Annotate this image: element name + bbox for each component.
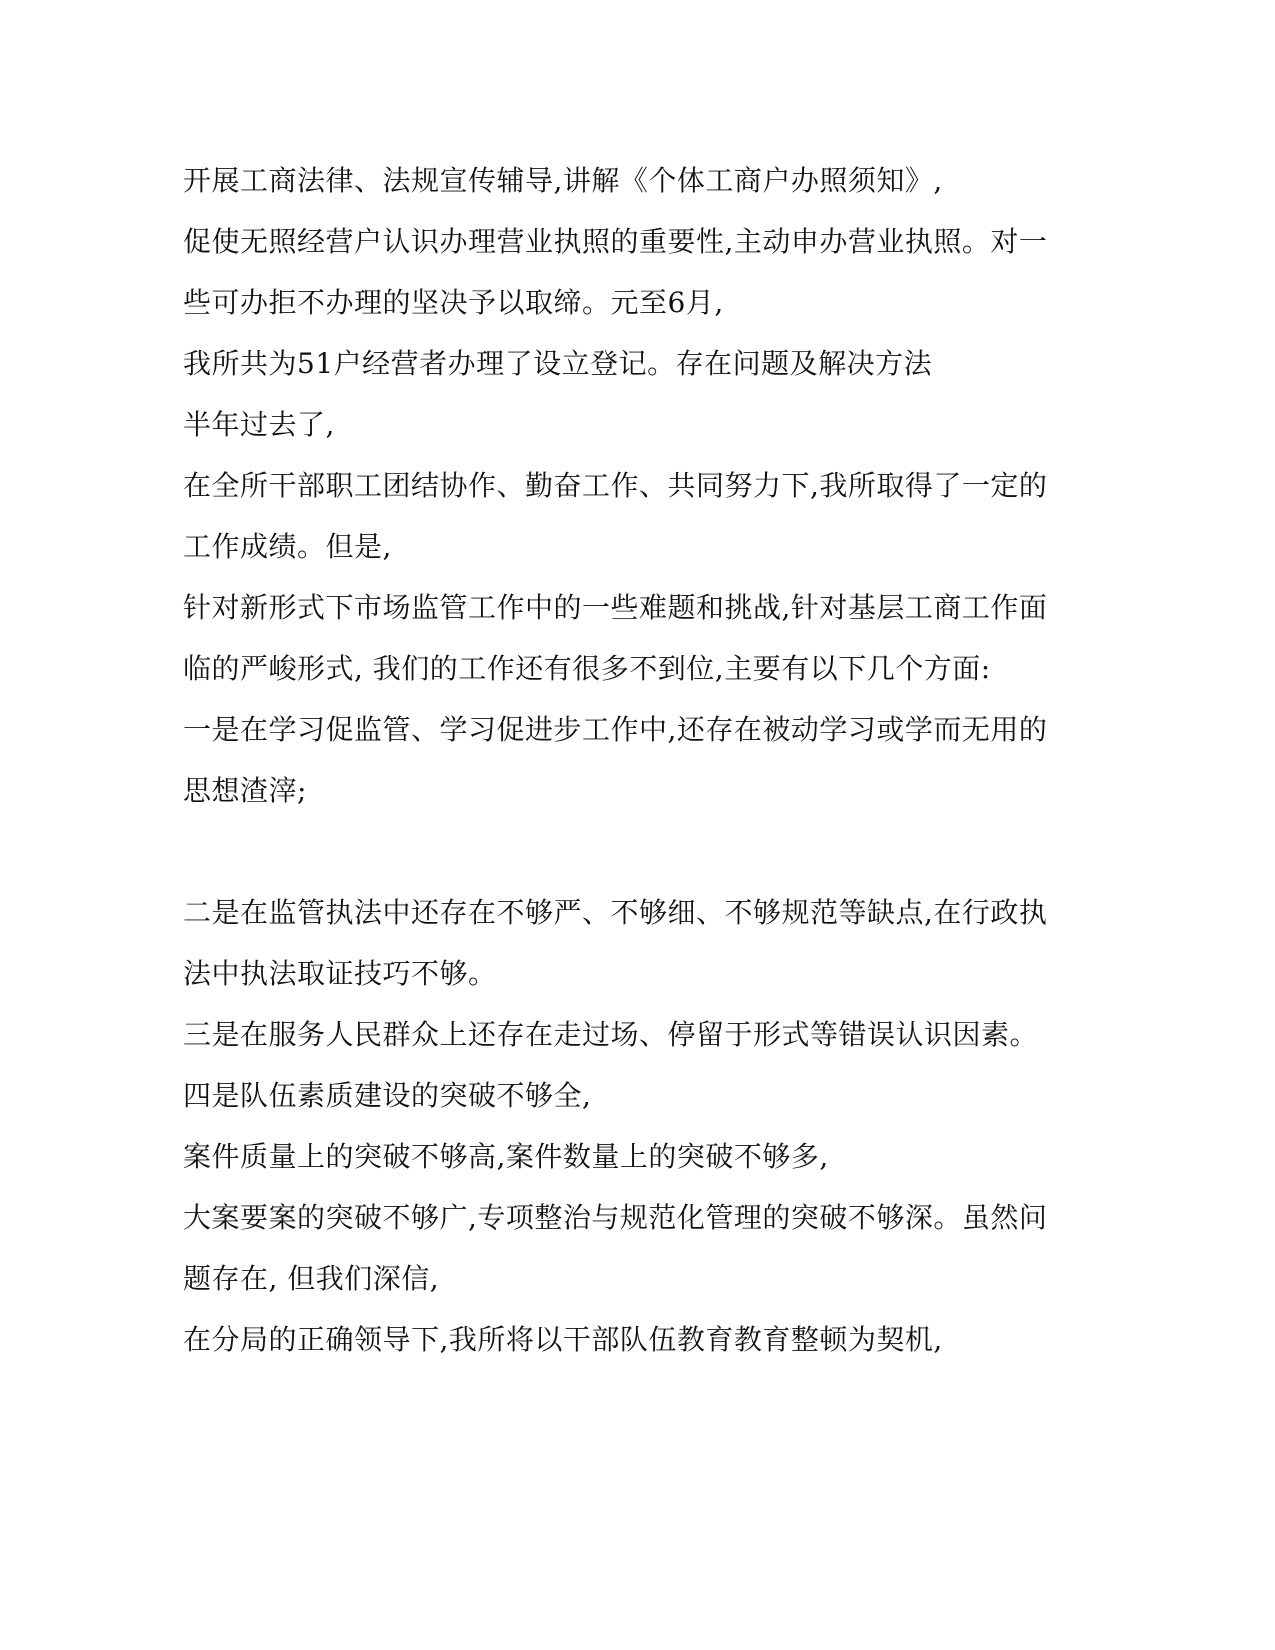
- text-line: 三是在服务人民群众上还存在走过场、停留于形式等错误认识因素。: [183, 1018, 1039, 1051]
- text-line: 半年过去了,: [183, 408, 335, 441]
- text-line: 开展工商法律、法规宣传辅导,讲解《个体工商户办照须知》,: [183, 164, 943, 197]
- text-line: 大案要案的突破不够广,专项整治与规范化管理的突破不够深。虽然问: [183, 1201, 1048, 1234]
- text-line: 临的严峻形式, 我们的工作还有很多不到位,主要有以下几个方面:: [183, 652, 991, 685]
- text-line: 在分局的正确领导下,我所将以干部队伍教育教育整顿为契机,: [183, 1323, 943, 1356]
- text-line: 二是在监管执法中还存在不够严、不够细、不够规范等缺点,在行政执: [183, 896, 1048, 929]
- text-line: 四是队伍素质建设的突破不够全,: [183, 1079, 592, 1112]
- text-line: 案件质量上的突破不够高,案件数量上的突破不够多,: [183, 1140, 829, 1173]
- text-line: 法中执法取证技巧不够。: [183, 957, 497, 990]
- text-line: 一是在学习促监管、学习促进步工作中,还存在被动学习或学而无用的: [183, 713, 1048, 746]
- text-line: 题存在, 但我们深信,: [183, 1262, 440, 1295]
- text-line: 促使无照经营户认识办理营业执照的重要性,主动申办营业执照。对一: [183, 225, 1048, 258]
- text-line: 我所共为51户经营者办理了设立登记。存在问题及解决方法: [183, 347, 933, 380]
- text-line: 些可办拒不办理的坚决予以取缔。元至6月,: [183, 286, 724, 319]
- text-line: 思想渣滓;: [183, 774, 307, 807]
- text-line: 在全所干部职工团结协作、勤奋工作、共同努力下,我所取得了一定的: [183, 469, 1048, 502]
- text-line: 针对新形式下市场监管工作中的一些难题和挑战,针对基层工商工作面: [183, 591, 1048, 624]
- text-line: 工作成绩。但是,: [183, 530, 392, 563]
